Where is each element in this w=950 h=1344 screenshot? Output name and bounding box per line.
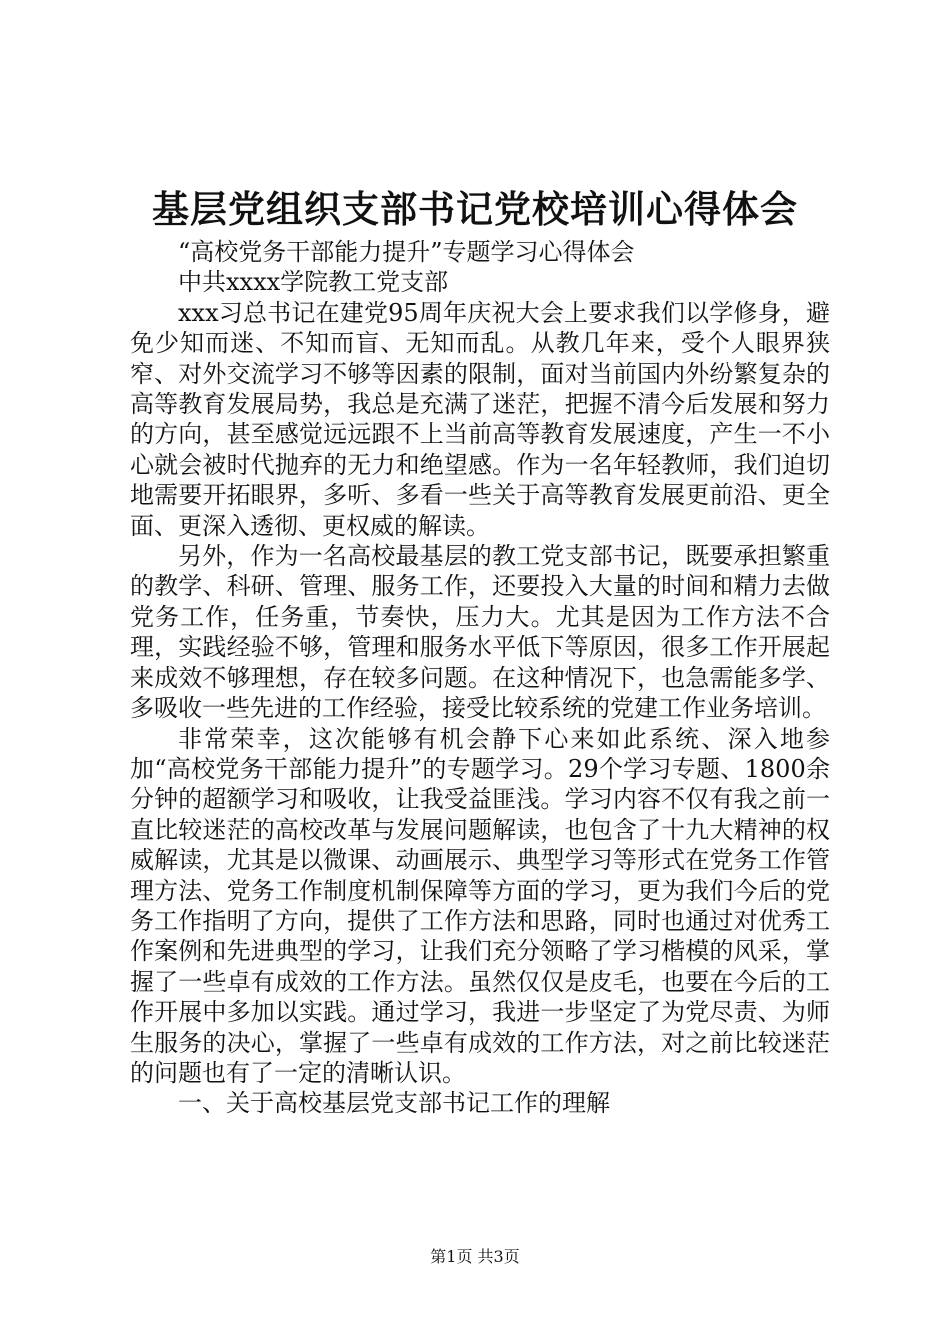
author-line: 中共xxxx学院教工党支部 bbox=[178, 268, 449, 297]
body-paragraph: 另外，作为一名高校最基层的教工党支部书记，既要承担繁重的教学、科研、管理、服务工作，还要投入大量的时间和精力去做党务工作，任务重，节奏快，压力大。尤其是因为工作方法不合理，实践经验不够，管理和服务水平低下等原因，很多工作开展起来成效不够理想，存在较多问题。在这种情况下，也急需能多学、多吸收一些先进的工作经验，接受比较系统的党建工作业务培训。 bbox=[130, 542, 830, 723]
body-paragraph: 非常荣幸，这次能够有机会静下心来如此系统、深入地参加“高校党务干部能力提升”的专题学习。29个学习专题、1800余分钟的超额学习和吸收，让我受益匪浅。学习内容不仅有我之前一直比较迷茫的高校改革与发展问题解读，也包含了十九大精神的权威解读，尤其是以微课、动画展示、典型学习等形式在党务工作管理方法、党务工作制度机制保障等方面的学习，更为我们今后的党务工作指明了方向，提供了工作方法和思路，同时也通过对优秀工作案例和先进典型的学习，让我们充分领略了学习楷模的风采，掌握了一些卓有成效的工作方法。虽然仅仅是皮毛，也要在今后的工作开展中多加以实践。通过学习，我进一步坚定了为党尽责、为师生服务的决心，掌握了一些卓有成效的工作方法，对之前比较迷茫的问题也有了一定的清晰认识。 bbox=[130, 724, 830, 1087]
document-body bbox=[130, 237, 830, 1119]
section-heading: 一、关于高校基层党支部书记工作的理解 bbox=[178, 1089, 610, 1118]
document-title: 基层党组织支部书记党校培训心得体会 bbox=[152, 187, 798, 231]
body-paragraph: xxx习总书记在建党95周年庆祝大会上要求我们以学修身，避免少知而迷、不知而盲、无知而乱。从教几年来，受个人眼界狭窄、对外交流学习不够等因素的限制，面对当前国内外纷繁复杂的高等教育发展局势，我总是充满了迷茫，把握不清今后发展和努力的方向，甚至感觉远远跟不上当前高等教育发展速度，产生一不小心就会被时代抛弃的无力和绝望感。作为一名年轻教师，我们迫切地需要开拓眼界，多听、多看一些关于高等教育发展更前沿、更全面、更深入透彻、更权威的解读。 bbox=[130, 298, 830, 540]
page-number-footer: 第1页 共3页 bbox=[430, 1247, 520, 1266]
subtitle-line: “高校党务干部能力提升”专题学习心得体会 bbox=[178, 238, 635, 266]
